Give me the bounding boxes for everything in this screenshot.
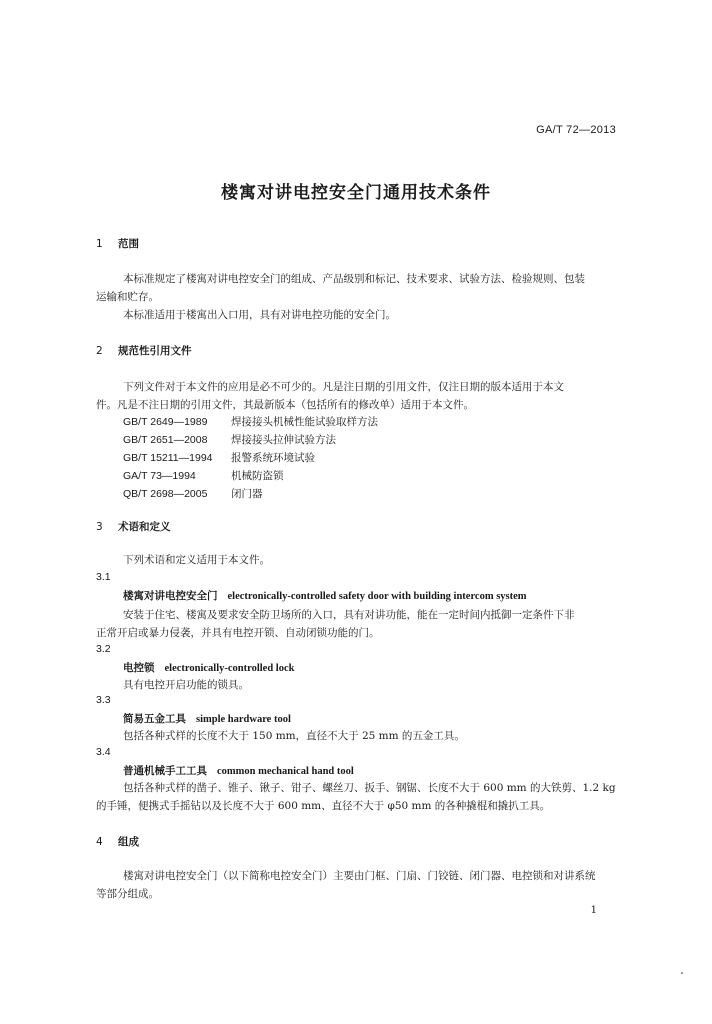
term-definition: 包括各种式样的凿子、锥子、锹子、钳子、螺丝刀、扳手、钢锯、长度不大于 600 mm 的大铁剪、1.2 kg	[123, 782, 616, 794]
term-heading	[123, 588, 527, 603]
section-number: 4	[96, 836, 103, 848]
reference-item	[123, 449, 315, 467]
reference-code: GB/T 2651—2008	[123, 434, 208, 446]
paragraph: 件。凡是不注日期的引用文件，其最新版本（包括所有的修改单）适用于本文件。	[96, 399, 474, 411]
reference-item	[123, 485, 263, 503]
section-3-heading	[96, 519, 171, 534]
reference-code: GB/T 15211—1994	[123, 452, 213, 464]
term-number: 3.1	[96, 571, 111, 583]
paragraph: 本标准规定了楼寓对讲电控安全门的组成、产品级别和标记、技术要求、试验方法、检验规则、包装	[123, 273, 585, 285]
reference-item	[123, 413, 378, 431]
document-title: 楼寓对讲电控安全门通用技术条件	[221, 183, 491, 203]
section-2-heading	[96, 343, 192, 358]
term-heading	[123, 763, 354, 778]
reference-code: GB/T 2649—1989	[123, 416, 208, 428]
paragraph: 运输和贮存。	[96, 291, 159, 303]
reference-item	[123, 431, 336, 449]
paragraph: 等部分组成。	[96, 888, 159, 900]
scan-speck	[681, 972, 683, 974]
section-number: 1	[96, 238, 103, 250]
term-number: 3.3	[96, 694, 111, 706]
section-title: 规范性引用文件	[118, 345, 192, 357]
section-4-heading	[96, 834, 139, 849]
term-cn: 普通机械手工工具	[123, 765, 207, 777]
section-title: 范围	[118, 238, 139, 250]
standard-code: GA/T 72—2013	[536, 124, 616, 136]
reference-code: QB/T 2698—2005	[123, 488, 208, 500]
paragraph: 楼寓对讲电控安全门（以下简称电控安全门）主要由门框、门扇、门铰链、闭门器、电控锁和对讲系统	[123, 870, 596, 882]
term-definition: 正常开启或暴力侵袭，并具有电控开锁、自动闭锁功能的门。	[96, 627, 380, 639]
term-cn: 简易五金工具	[123, 713, 186, 725]
paragraph: 下列术语和定义适用于本文件。	[123, 554, 270, 566]
term-en: electronically-controlled lock	[164, 663, 295, 674]
term-heading	[123, 660, 294, 675]
section-number: 2	[96, 345, 103, 357]
reference-code: GA/T 73—1994	[123, 470, 196, 482]
term-definition: 具有电控开启功能的锁具。	[123, 679, 249, 691]
term-heading	[123, 711, 291, 726]
term-definition: 安装于住宅、楼寓及要求安全防卫场所的入口，具有对讲功能，能在一定时间内抵御一定条件下非	[123, 609, 575, 621]
reference-title: 焊接接头机械性能试验取样方法	[231, 416, 378, 428]
page-number: 1	[590, 905, 597, 916]
term-cn: 电控锁	[123, 662, 155, 674]
section-number: 3	[96, 521, 103, 533]
term-en: electronically-controlled safety door with building intercom system	[227, 591, 527, 602]
paragraph: 本标准适用于楼寓出入口用，具有对讲电控功能的安全门。	[123, 309, 396, 321]
reference-title: 机械防盗锁	[231, 470, 284, 482]
term-definition: 的手锤，便携式手摇钻以及长度不大于 600 mm、直径不大于 φ50 mm 的各种撬棍和撬扒工具。	[96, 800, 551, 812]
term-definition: 包括各种式样的长度不大于 150 mm，直径不大于 25 mm 的五金工具。	[123, 730, 465, 742]
section-1-heading	[96, 236, 139, 251]
term-en: simple hardware tool	[196, 714, 291, 725]
section-title: 术语和定义	[118, 521, 171, 533]
term-number: 3.2	[96, 643, 111, 655]
reference-title: 报警系统环境试验	[231, 452, 315, 464]
reference-item	[123, 467, 284, 485]
reference-title: 闭门器	[231, 488, 263, 500]
term-cn: 楼寓对讲电控安全门	[123, 590, 218, 602]
paragraph: 下列文件对于本文件的应用是必不可少的。凡是注日期的引用文件，仅注日期的版本适用于本文	[123, 381, 564, 393]
reference-title: 焊接接头拉伸试验方法	[231, 434, 336, 446]
section-title: 组成	[118, 836, 139, 848]
term-en: common mechanical hand tool	[217, 766, 354, 777]
term-number: 3.4	[96, 746, 111, 758]
